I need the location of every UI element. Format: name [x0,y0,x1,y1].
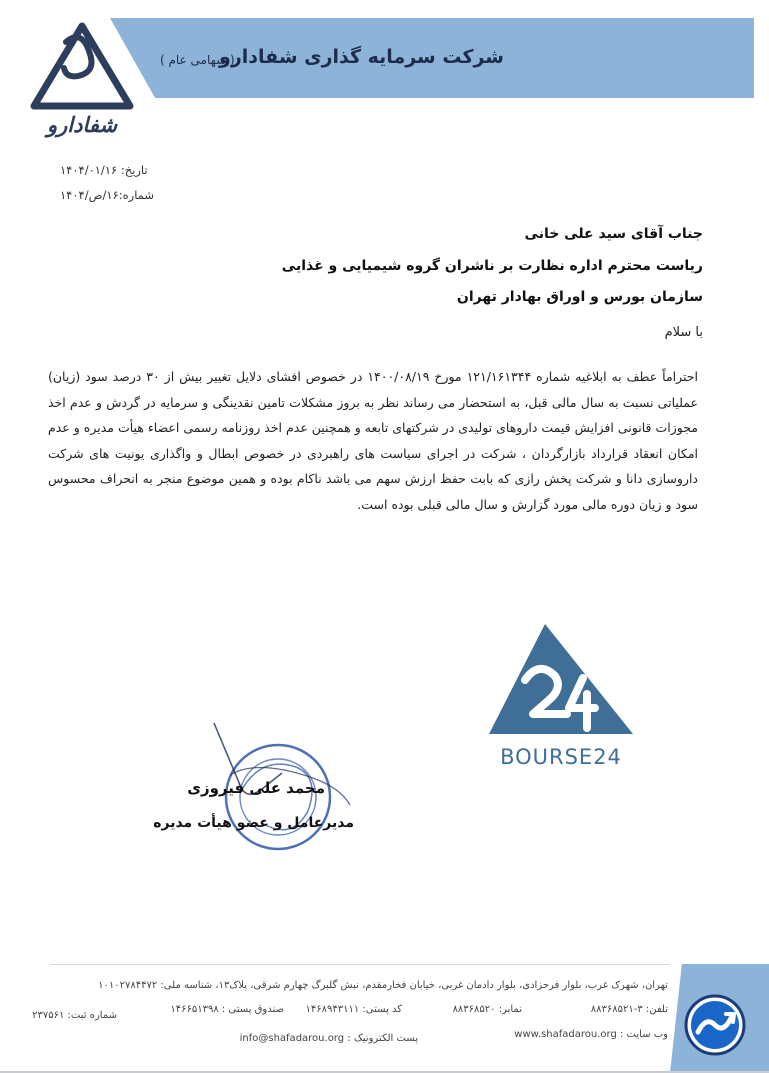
letter-number [60,188,184,202]
footer-registration: شماره ثبت: ۲۳۷۵۶۱ [32,1010,117,1021]
signatory-name: محمد علی فیروزی [187,779,325,797]
footer-po-box: صندوق پستی : ۱۴۶۶۵۱۳۹۸ [170,1004,284,1015]
recipient-title: ریاست محترم اداره نظارت بر ناشران گروه شیمیایی و غذایی [281,258,703,274]
company-name: شرکت سرمایه گذاری شفادارو [219,46,504,68]
greeting: با سلام [664,325,703,340]
email-label: پست الکترونیک : [347,1033,418,1044]
footer-email [240,1033,418,1044]
recipient-organization: سازمان بورس و اوراق بهادار تهران [456,289,703,305]
number-label: شماره: [118,188,154,202]
date-label: تاریخ: [120,163,148,177]
letter-date [60,163,184,177]
footer-address: تهران، شهرک غرب، بلوار فرحزادی، بلوار دادمان غربی، خیابان فخارمقدم، نبش گلبرگ چهارم شرقی، پلاک۱۳، شناسه ملی: ۱۰۱۰۲۷۸۴۴۷۲ [98,980,668,991]
shafadarou-logo [26,20,138,138]
footer-website [514,1029,668,1040]
bourse24-wordmark: BOURSE24 [500,745,622,769]
footer-postal-code: کد پستی: ۱۴۶۸۹۴۳۱۱۱ [305,1004,402,1015]
number-value: ۱۶/ص/۱۴۰۴ [60,188,119,202]
website-label: وب سایت : [620,1029,668,1040]
date-value: ۱۴۰۴/۰۱/۱۶ [60,163,118,177]
recipient-name: جناب آقای سید علی خانی [524,226,703,242]
company-type: ( سهامی عام ) [160,53,235,67]
letter-body: احتراماً عطف به ابلاغیه شماره ۱۲۱/۱۶۱۳۴۴ مورخ ۱۴۰۰/۰۸/۱۹ در خصوص افشای دلایل تغییر بیش از ۳۰ درصد سود (زیان) عملیاتی نسبت به سال مالی قبل، به استحضار می رساند نظر به بروز مشکلات تامین نقدینگی و سرمایه در گردش و عدم اخذ مجوزات قانونی افزایش قیمت داروهای تولیدی در شرکتهای تابعه و همچنین عدم اخذ روزنامه رسمی اعضاء هیأت مدیره و عدم امکان انعقاد قرارداد بازارگردان ، شرکت در اجرای سیاست های راهبردی در خصوص ابطال و واگذاری یونیت های شرکت داروسازی دانا و شرکت پخش رازی که بابت حفظ ارزش سهم می باشد ناکام بوده و همین موضوع منجر به انحراف محسوس سود و زیان دوره مالی مورد گزارش و سال مالی قبلی بوده است. [48,369,698,512]
email-link[interactable]: info@shafadarou.org [239,1033,345,1044]
logo-wordmark: شفادارو [46,113,118,137]
signatory-title: مدیرعامل و عضو هیأت مدیره [153,815,354,831]
footer-fax: نمابر: ۸۸۳۶۸۵۲۰ [452,1004,522,1015]
website-link[interactable]: www.shafadarou.org [514,1029,617,1040]
footer-phone: تلفن: ۳-۸۸۳۶۸۵۲۱ [590,1004,668,1015]
bourse24-watermark-logo [487,622,635,770]
footer-divider [50,964,670,965]
bourse24-badge-icon [684,994,746,1056]
